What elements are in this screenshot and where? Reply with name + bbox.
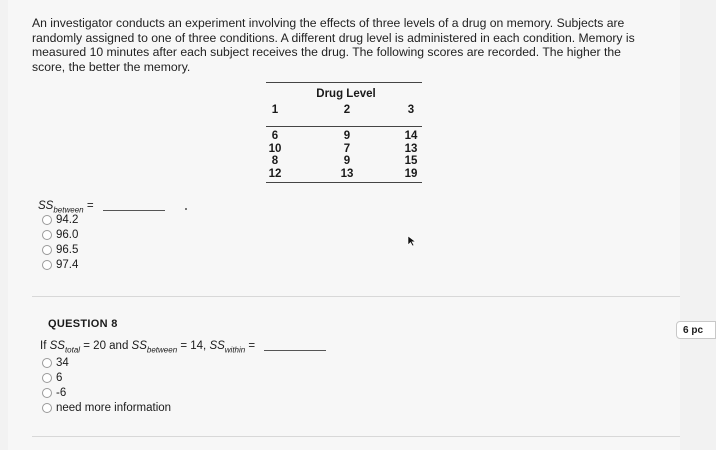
radio-button[interactable] <box>42 230 52 240</box>
sstotal-subscript <box>65 345 80 354</box>
ssbetween-subscript-text: between <box>146 345 178 355</box>
column-header-3: 3 <box>407 104 415 116</box>
option-label: 97.4 <box>56 258 79 271</box>
q8-option-4[interactable] <box>42 400 171 415</box>
column-header-1: 1 <box>271 104 279 116</box>
option-label: -6 <box>56 386 67 399</box>
radio-button[interactable] <box>42 403 52 413</box>
radio-button[interactable] <box>42 373 52 383</box>
table-top-rule <box>266 82 422 83</box>
prompt-prefix: If <box>40 340 50 352</box>
answer-blank <box>264 350 326 351</box>
q7-options <box>42 212 78 272</box>
score-cell: 13 <box>340 167 354 180</box>
sstotal-subscript-text: total <box>64 345 81 355</box>
prompt-equals: = <box>245 340 256 352</box>
sswithin-symbol: SS <box>209 340 225 352</box>
prompt-mid-1: = 20 and <box>80 340 132 352</box>
radio-button[interactable] <box>42 260 52 270</box>
drug-level-header: Drug Level <box>316 88 376 100</box>
q7-option-3[interactable] <box>42 242 78 257</box>
radio-button[interactable] <box>42 358 52 368</box>
radio-button[interactable] <box>42 388 52 398</box>
ss-symbol: SS <box>38 200 54 212</box>
score-cell: 9 <box>343 130 351 142</box>
sswithin-subscript-text: within <box>224 345 246 355</box>
score-cell: 6 <box>271 130 279 142</box>
option-label: 96.5 <box>56 243 79 256</box>
q8-options <box>42 355 171 415</box>
ssbetween-symbol: SS <box>131 340 147 352</box>
section-divider <box>32 296 680 297</box>
option-label: 34 <box>56 356 69 369</box>
q8-option-3[interactable] <box>42 385 171 400</box>
option-label: 94.2 <box>56 213 79 226</box>
score-cell: 7 <box>343 142 351 155</box>
column-scores-2 <box>332 130 362 180</box>
ssbetween-subscript <box>147 345 177 354</box>
option-label: need more information <box>56 401 172 414</box>
table-bottom-rule <box>266 182 422 183</box>
question-number: QUESTION 8 <box>48 318 118 330</box>
score-cell: 9 <box>343 155 351 167</box>
q8-option-1[interactable] <box>42 355 171 370</box>
option-label: 96.0 <box>56 228 79 241</box>
equals-sign: = <box>86 200 94 212</box>
score-cell: 19 <box>404 167 418 180</box>
ss-subscript: between <box>53 205 84 215</box>
q7-option-2[interactable] <box>42 227 78 242</box>
q8-option-2[interactable] <box>42 370 171 385</box>
option-label: 6 <box>56 371 63 384</box>
mouse-cursor-icon <box>407 235 417 247</box>
radio-button[interactable] <box>42 245 52 255</box>
column-scores-1 <box>260 130 290 180</box>
score-cell: 8 <box>271 155 279 167</box>
q7-option-1[interactable] <box>42 212 78 227</box>
score-cell: 14 <box>404 130 418 142</box>
score-cell: 15 <box>404 155 418 167</box>
column-scores-3 <box>396 130 426 180</box>
answer-blank <box>103 210 165 211</box>
question-intro-text: An investigator conducts an experiment involving the effects of three levels of a drug on memory. Subjects are randomly assigned to one of three conditions. A different drug level is administered in each condition. Memory is measured 10 minutes after each subject receives the drug. The following scores are recorded. The higher the score, the better the memory. <box>32 16 635 74</box>
section-divider <box>32 436 680 437</box>
question-card <box>8 0 680 450</box>
stray-dot <box>185 208 187 210</box>
score-cell: 12 <box>268 167 282 180</box>
radio-button[interactable] <box>42 215 52 225</box>
question-8-prompt <box>40 340 326 354</box>
column-header-2: 2 <box>343 104 351 116</box>
q7-option-4[interactable] <box>42 257 78 272</box>
table-mid-rule <box>266 126 422 127</box>
score-cell: 13 <box>404 142 418 155</box>
points-tab: 6 pc <box>676 321 716 339</box>
prompt-mid-2: = 14, <box>177 340 210 352</box>
score-cell: 10 <box>268 142 282 155</box>
sstotal-symbol: SS <box>49 340 65 352</box>
sswithin-subscript <box>225 345 245 354</box>
